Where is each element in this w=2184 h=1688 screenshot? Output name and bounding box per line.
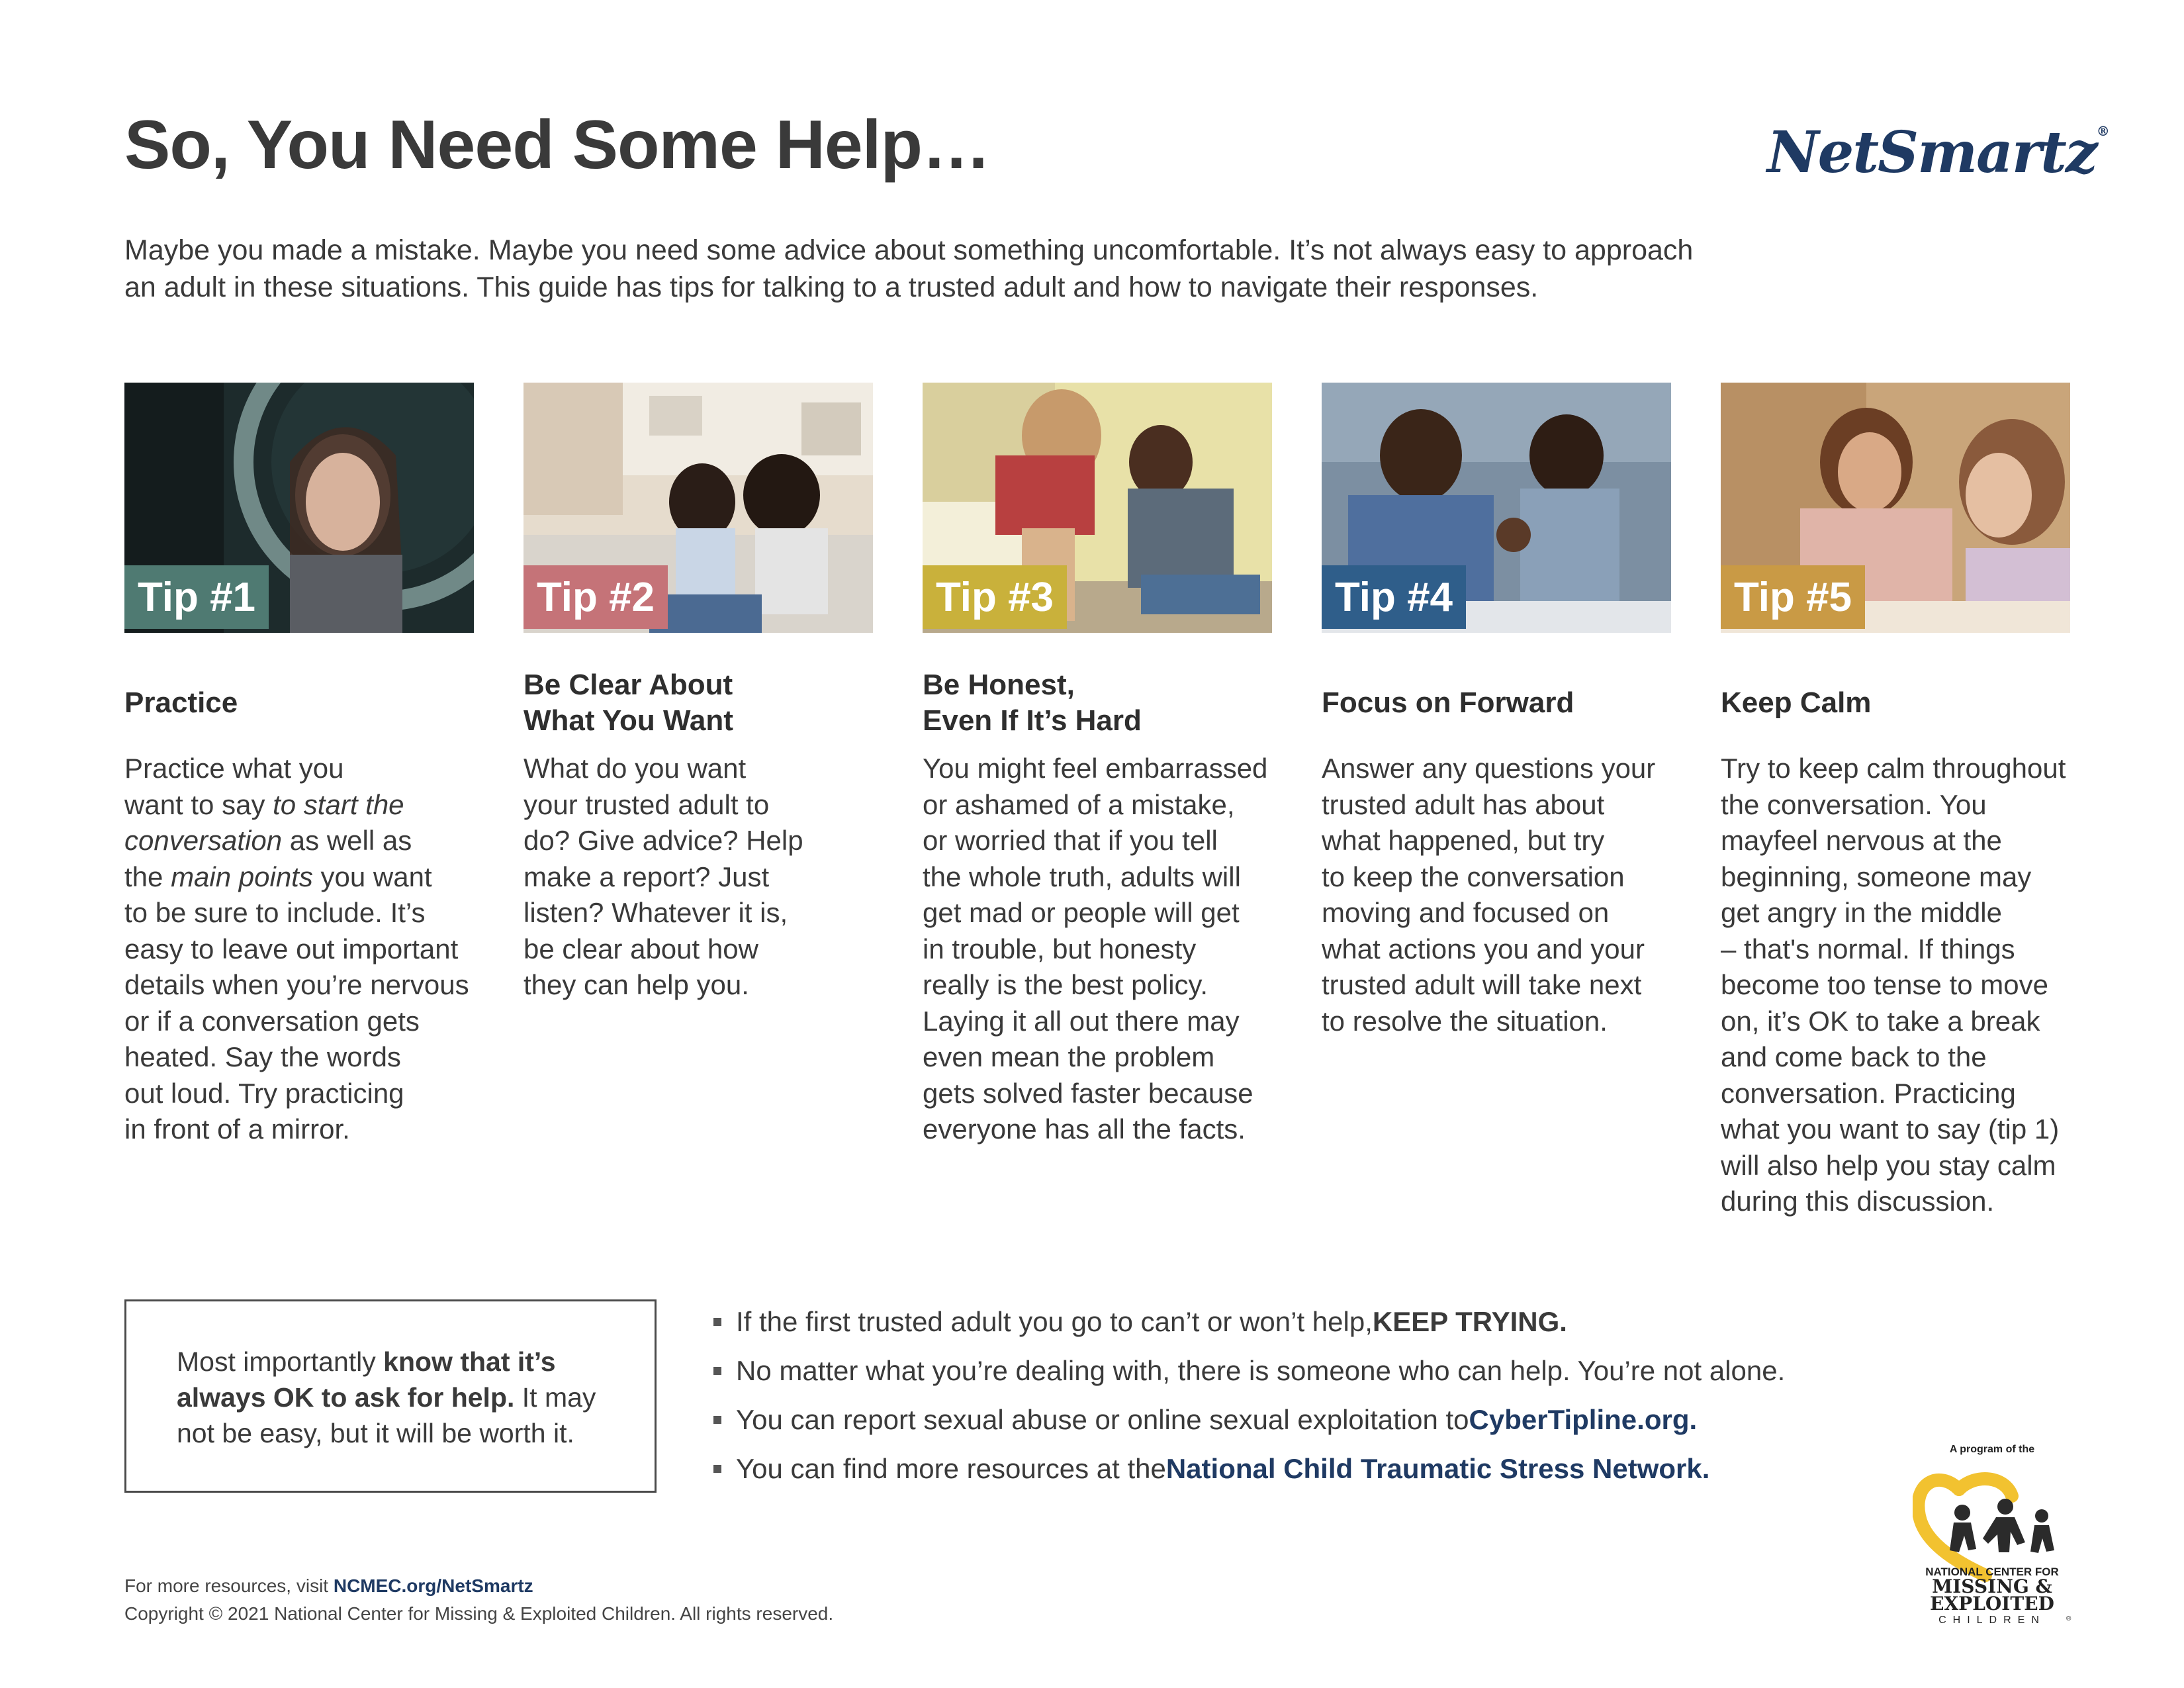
- bullet-icon: [713, 1367, 721, 1375]
- bullet-text: If the first trusted adult you go to can’t or won’t help,: [736, 1306, 1373, 1337]
- tip-card-1: [124, 383, 474, 1145]
- tip-body-1-part: Practice what you want to say: [124, 753, 344, 820]
- tip-card-3: [923, 383, 1272, 1145]
- ncmec-line1: NATIONAL CENTER FOR: [1925, 1566, 2059, 1578]
- ncmec-netsmartz-link[interactable]: NCMEC.org/NetSmartz: [333, 1575, 533, 1596]
- callout-box: [124, 1299, 657, 1493]
- tip-heading-4: Focus on Forward: [1322, 686, 1574, 719]
- ncmec-mark: ®: [2066, 1615, 2071, 1622]
- page-title: So, You Need Some Help…: [124, 107, 991, 183]
- footer-resources-text: For more resources, visit: [124, 1575, 334, 1596]
- ncmec-heart-icon: [1913, 1443, 2071, 1626]
- tip-card-2: [523, 383, 873, 1000]
- bullet-item: [713, 1346, 1905, 1395]
- callout-pre: Most importantly: [177, 1346, 384, 1377]
- callout-text: [177, 1344, 627, 1451]
- ncmec-line3: EXPLOITED: [1930, 1593, 2054, 1615]
- ncmec-tagline: A program of the: [1949, 1444, 2035, 1455]
- callout-bold: know that it’s always OK to ask for help.: [177, 1346, 556, 1413]
- bullet-item: [713, 1297, 1905, 1346]
- tip-heading-2: Be Clear About What You Want: [523, 669, 733, 737]
- tip-heading-5: Keep Calm: [1721, 686, 1872, 719]
- tip-badge-4: Tip #4: [1322, 565, 1466, 629]
- callout-post: It may not be easy, but it will be worth it.: [177, 1382, 596, 1448]
- nctsn-link[interactable]: National Child Traumatic Stress Network.: [1165, 1453, 1710, 1484]
- tip-photo-5: [1721, 383, 2070, 633]
- bullet-icon: [713, 1318, 721, 1326]
- cybertipline-link[interactable]: CyberTipline.org.: [1469, 1404, 1698, 1435]
- logo-text: NetSmartz: [1767, 119, 2097, 186]
- tip-body-2: What do you want your trusted adult to do? Give advice? Help make a report? Just listen? Whatever it is, be clear about how they can help you.: [523, 753, 803, 1000]
- ncmec-line2: MISSING &: [1932, 1575, 2052, 1597]
- bullet-text: No matter what you’re dealing with, there is someone who can help. You’re not alone.: [736, 1355, 1786, 1386]
- tip-badge-2: Tip #2: [523, 565, 668, 629]
- ncmec-logo: [1913, 1443, 2071, 1626]
- tip-photo-4: [1322, 383, 1671, 633]
- tip-body-1: [124, 751, 482, 1148]
- tip-card-5: [1721, 383, 2070, 1217]
- tip-body-1-part: you want to be sure to include. It’s easy to leave out important details when you’re nervous or if a conversation gets heated. Say the words out loud. Try practicing in front of a mirror.: [124, 861, 469, 1145]
- footer-resources: [124, 1575, 533, 1597]
- tip-body-4: Answer any questions your trusted adult has about what happened, but try to keep the conversation moving and focused on what actions you and your trusted adult will take next to resolve the situation.: [1322, 753, 1656, 1037]
- tip-photo-2: [523, 383, 873, 633]
- tip-body-1-part: as well as the: [124, 825, 412, 892]
- tip-body-5: Try to keep calm throughout the conversation. You mayfeel nervous at the beginning, someone may get angry in the middle – that's normal. If things become too tense to move on, it’s OK to take a break and come back to the conversation. Practicing what you want to say (tip 1) will also help you stay calm during this discussion.: [1721, 753, 2066, 1217]
- footer-copyright: Copyright © 2021 National Center for Missing & Exploited Children. All rights reserved.: [124, 1603, 834, 1624]
- bullet-text: You can find more resources at the: [736, 1453, 1166, 1484]
- bullet-item: [713, 1444, 1905, 1493]
- ncmec-line4: CHILDREN: [1938, 1615, 2046, 1626]
- tip-badge-3: Tip #3: [923, 565, 1067, 629]
- bullet-list: [713, 1297, 1905, 1493]
- tip-card-4: [1322, 383, 1671, 1037]
- tip-photo-1: [124, 383, 474, 633]
- tip-badge-1: Tip #1: [124, 565, 269, 629]
- bullet-icon: [713, 1416, 721, 1424]
- tip-badge-5: Tip #5: [1721, 565, 1865, 629]
- tip-photo-3: [923, 383, 1272, 633]
- tip-body-1-emphasis: to start the conversation: [124, 788, 404, 856]
- bullet-icon: [713, 1465, 721, 1473]
- intro-paragraph: Maybe you made a mistake. Maybe you need some advice about something uncomfortable. It’s not always easy to approach an adult in these situations. This guide has tips for talking to a trusted adult and how to navigate their responses.: [124, 234, 1694, 303]
- tip-heading-1: Practice: [124, 686, 238, 719]
- netsmartz-logo: [1767, 119, 2109, 186]
- tip-heading-3: Be Honest, Even If It’s Hard: [923, 669, 1142, 737]
- registered-mark: ®: [2096, 123, 2109, 139]
- bullet-text: You can report sexual abuse or online sexual exploitation to: [736, 1404, 1469, 1435]
- bullet-strong: KEEP TRYING.: [1372, 1306, 1567, 1337]
- bullet-item: [713, 1395, 1905, 1444]
- tip-body-3: You might feel embarrassed or ashamed of a mistake, or worried that if you tell the whole truth, adults will get mad or people will get in trouble, but honesty really is the best policy. Laying it all out there may even mean the problem gets solved faster because everyone has all the facts.: [923, 753, 1268, 1145]
- tip-body-1-emphasis: main points: [171, 861, 313, 892]
